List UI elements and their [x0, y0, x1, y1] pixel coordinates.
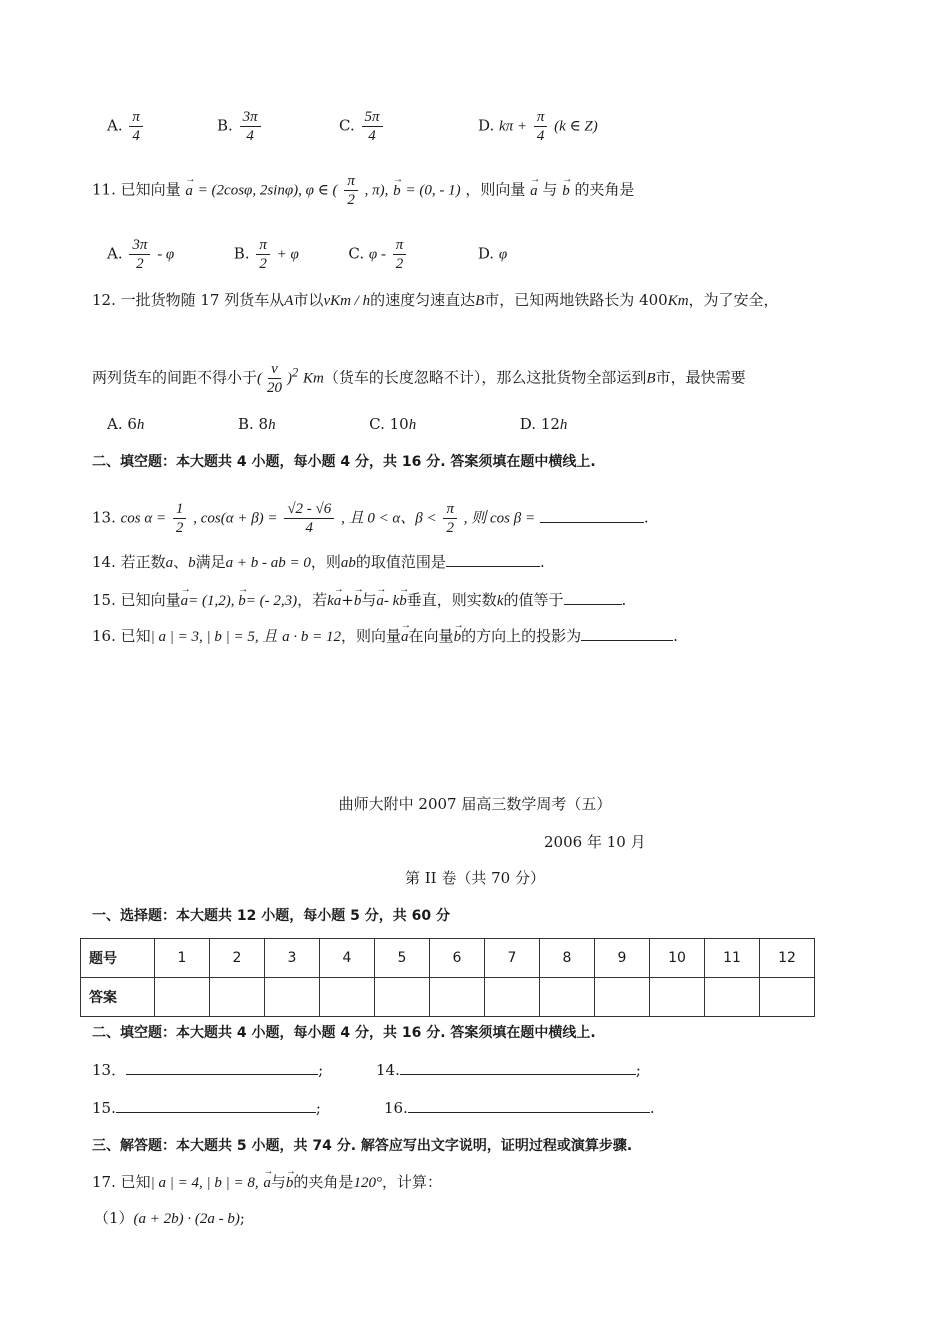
- answer-cell[interactable]: [705, 978, 760, 1017]
- question-13: 13. cos α = $\frac{1}{2}$ , cos(α + β) = $\frac{√2 - √6}{4}$ , 且 0 < α、β < $\frac{\pi}{2}$ , 则 cos β = .: [92, 501, 649, 536]
- table-cell-number: 9: [595, 939, 650, 978]
- q10-option-a: A. $\frac{\pi}{4}$: [107, 108, 145, 145]
- fill-line-16: 16. .: [384, 1099, 655, 1117]
- section-2-title: 二、填空题：本大题共 4 小题，每小题 4 分，共 16 分. 答案须填在题中横线上.: [92, 454, 596, 470]
- table-row-numbers: [81, 939, 815, 978]
- answer-cell[interactable]: [650, 978, 705, 1017]
- q15-answer-blank[interactable]: [564, 590, 622, 605]
- question-17-part-1: （1）(a + 2b) · (2a - b);: [94, 1209, 245, 1227]
- q10-option-b: B. $\frac{3\pi}{4}$: [217, 108, 263, 145]
- q10-option-c: C. $\frac{5\pi}{4}$: [339, 108, 385, 145]
- table-row-answers: [81, 978, 815, 1017]
- section-3-title: 三、解答题：本大题共 5 小题，共 74 分. 解答应写出文字说明，证明过程或演算步骤.: [92, 1138, 633, 1154]
- answer-cell[interactable]: [210, 978, 265, 1017]
- fill-blank-16[interactable]: [408, 1098, 650, 1113]
- question-12-line-1: 12. 一批货物随 17 列货车从A市以vKm / h的速度匀速直达B市，已知两地铁路长为 400Km，为了安全，: [92, 291, 779, 309]
- question-12-line-2: 两列货车的间距不得小于( $\frac{v}{20}$ )$^2$ Km（货车的长度忽略不计），那么这批货物全部运到B市，最快需要: [92, 361, 746, 396]
- fill-line-13: 13． ;: [92, 1061, 324, 1079]
- fill-blank-14[interactable]: [400, 1060, 636, 1075]
- q13-answer-blank[interactable]: [540, 508, 644, 523]
- exam-date: 2006 年 10 月: [544, 833, 646, 851]
- question-14: 14. 若正数a、b满足a + b - ab = 0，则ab的取值范围是 .: [92, 553, 545, 571]
- q10-option-d: D. kπ + $\frac{\pi}{4}$ (k ∈ Z): [478, 109, 598, 144]
- section-2-answer-title: 二、填空题：本大题共 4 小题，每小题 4 分，共 16 分. 答案须填在题中横线上.: [92, 1025, 596, 1041]
- question-15: 15. 已知向量→ a= (1,2), → b= (- 2,3)，若k→ a+→ b与→ a- k→ b垂直，则实数k的值等于 .: [92, 590, 626, 611]
- table-cell-number: 7: [485, 939, 540, 978]
- answer-cell[interactable]: [760, 978, 815, 1017]
- question-11: 11. 已知向量 → a = (2cosφ, 2sinφ), φ ∈ ( $\frac{\pi}{2}$ , π), → b = (0, - 1) ，则向量 → a 与 → b 的夹角是: [92, 172, 635, 209]
- fill-blank-15[interactable]: [116, 1098, 316, 1113]
- question-17: 17. 已知| a | = 4, | b | = 8, → a与→ b的夹角是120°，计算：: [92, 1172, 442, 1193]
- q11-options: A. $\frac{3\pi}{2}$ - φ B. $\frac{\pi}{2}$ + φ C. φ - $\frac{\pi}{2}$ D. φ: [107, 237, 508, 272]
- question-16: 16. 已知| a | = 3, | b | = 5, 且 a · b = 12，则向量→ a在向量→ b的方向上的投影为 .: [92, 626, 678, 647]
- table-cell-number: 8: [540, 939, 595, 978]
- answer-cell[interactable]: [375, 978, 430, 1017]
- table-header-answer: 答案: [81, 978, 155, 1017]
- table-header-number: 题号: [81, 939, 155, 978]
- answer-cell[interactable]: [595, 978, 650, 1017]
- q14-answer-blank[interactable]: [446, 552, 540, 567]
- table-cell-number: 10: [650, 939, 705, 978]
- answer-table: [80, 938, 815, 1017]
- q12-options: A. 6h B. 8h C. 10h D. 12h: [107, 415, 568, 433]
- table-cell-number: 2: [210, 939, 265, 978]
- fill-line-14: 14. ;: [376, 1061, 641, 1079]
- answer-cell[interactable]: [430, 978, 485, 1017]
- fill-blank-13[interactable]: [126, 1060, 318, 1075]
- table-cell-number: 6: [430, 939, 485, 978]
- table-cell-number: 1: [155, 939, 210, 978]
- table-cell-number: 11: [705, 939, 760, 978]
- q16-answer-blank[interactable]: [581, 626, 673, 641]
- answer-cell[interactable]: [265, 978, 320, 1017]
- table-cell-number: 5: [375, 939, 430, 978]
- section-1-title: 一、选择题：本大题共 12 小题，每小题 5 分，共 60 分: [92, 908, 450, 924]
- answer-cell[interactable]: [540, 978, 595, 1017]
- fill-line-15: 15. ;: [92, 1099, 321, 1117]
- volume-title: 第 II 卷（共 70 分）: [404, 869, 545, 887]
- answer-cell[interactable]: [155, 978, 210, 1017]
- answer-cell[interactable]: [485, 978, 540, 1017]
- answer-cell[interactable]: [320, 978, 375, 1017]
- table-cell-number: 3: [265, 939, 320, 978]
- table-cell-number: 4: [320, 939, 375, 978]
- table-cell-number: 12: [760, 939, 815, 978]
- exam-title: 曲师大附中 2007 届高三数学周考（五）: [338, 795, 612, 813]
